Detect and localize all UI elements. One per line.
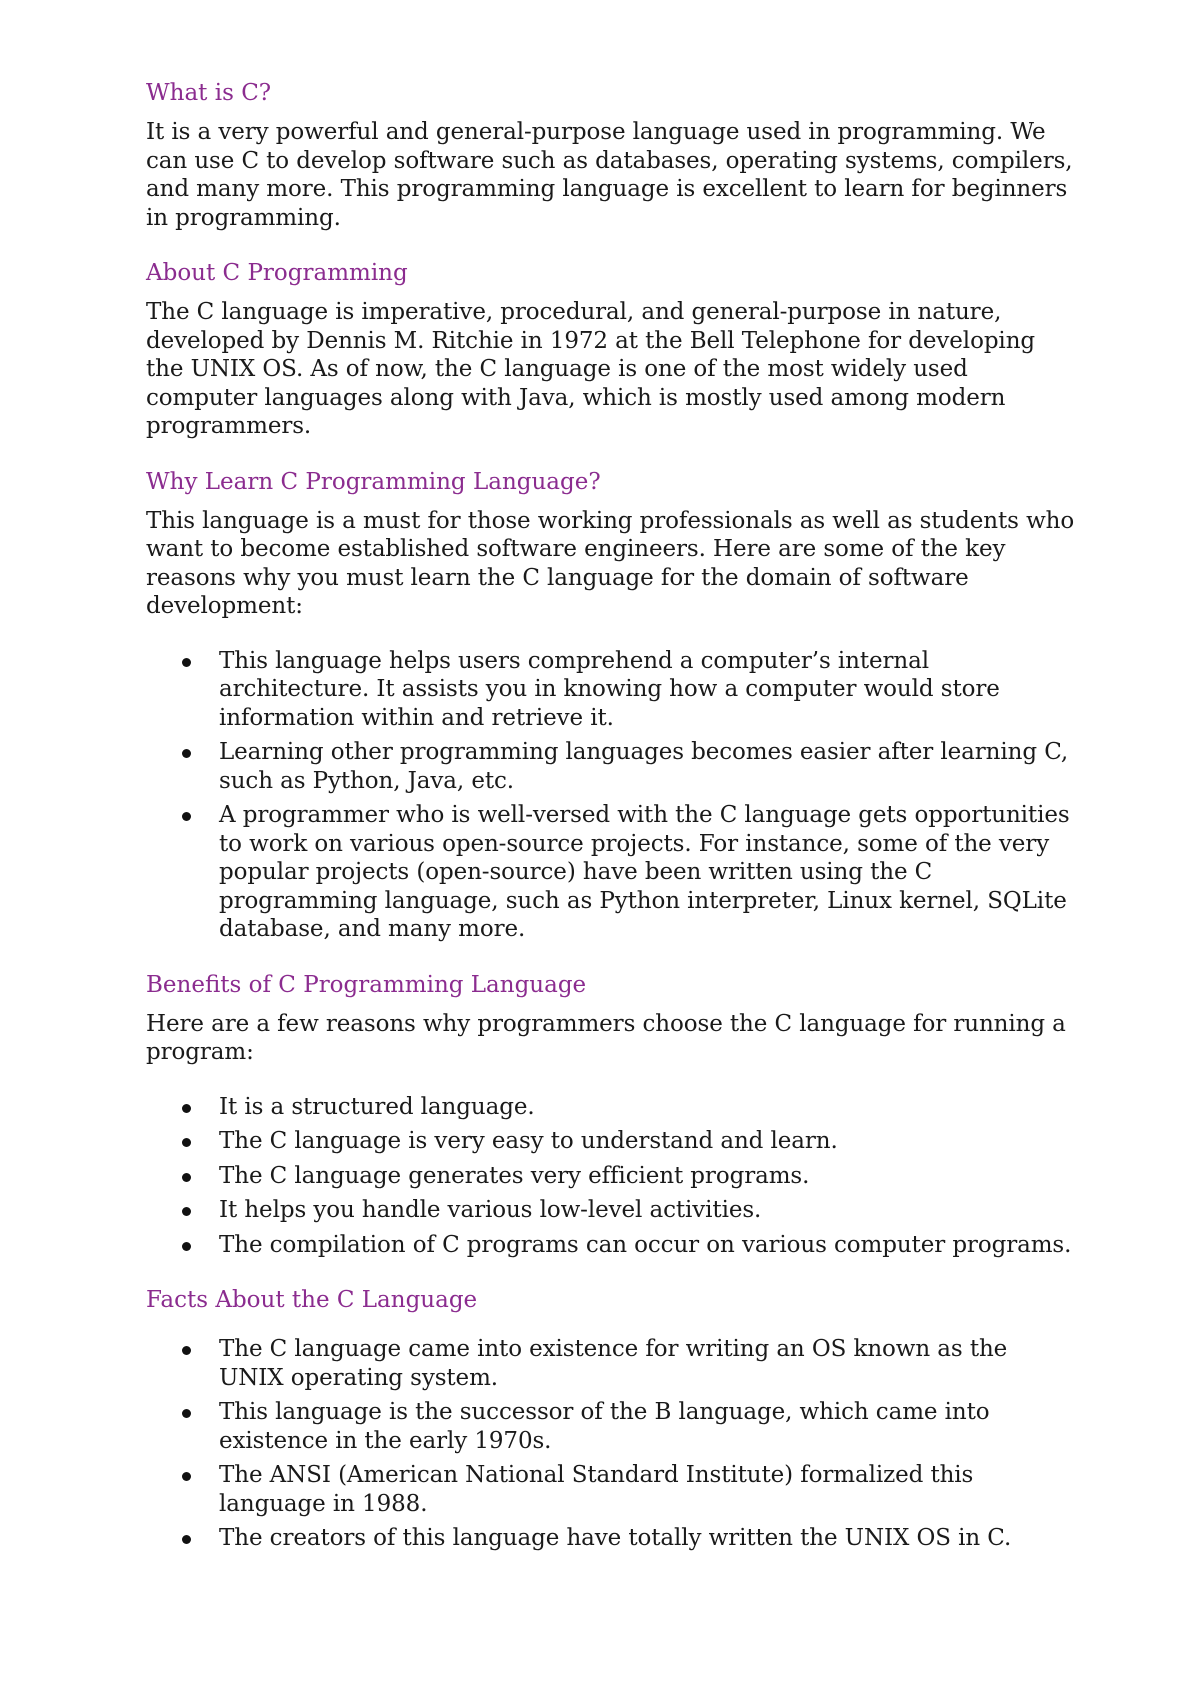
list-item-text: The compilation of C programs can occur on various computer programs. [219,1231,1072,1258]
section-what-is-c [146,78,1076,232]
list-item [146,738,1076,795]
list-item [146,801,1076,944]
bullet-icon [182,1535,191,1544]
section-why-learn-c [146,467,1076,944]
section-about-c-programming [146,258,1076,441]
list-item-text: It helps you handle various low-level activities. [219,1197,762,1223]
facts-list [146,1335,1076,1553]
list-item [146,1093,1076,1122]
list-item-text: The C language generates very efficient programs. [219,1162,810,1189]
list-item [146,1231,1076,1260]
section-heading: What is C? [146,80,272,106]
bullet-icon [182,1138,191,1147]
list-item-text: It is a structured language. [219,1093,535,1120]
section-paragraph: This language is a must for those working professionals as well as students who want to become established software engineers. Here are some of the key reasons why you must learn the C language for the domain of software development: [146,507,1075,619]
section-heading: Benefits of C Programming Language [146,971,587,998]
list-item [146,1196,1076,1225]
list-item [146,1162,1076,1191]
list-item-text: Learning other programming languages becomes easier after learning C, such as Python, Java, etc. [219,739,1069,794]
bullet-icon [182,812,191,821]
list-item-text: The C language is very easy to understand and learn. [219,1128,838,1154]
bullet-icon [182,1472,191,1481]
reasons-list [146,647,1076,944]
section-paragraph: Here are a few reasons why programmers choose the C language for running a program: [146,1010,1066,1065]
list-item [146,1335,1076,1392]
list-item-text: The creators of this language have totally written the UNIX OS in C. [219,1525,1012,1551]
list-item [146,1398,1076,1455]
bullet-icon [182,749,191,758]
list-item-text: A programmer who is well-versed with the C language gets opportunities to work on various open-source projects. For instance, some of the very popular projects (open-source) have been written using the C programming language, such as Python interpreter, Linux kernel, SQLite database, and many more. [219,802,1070,942]
list-item-text: The C language came into existence for writing an OS known as the UNIX operating system. [219,1336,1008,1391]
bullet-icon [182,1207,191,1216]
section-facts-about-c [146,1285,1076,1553]
bullet-icon [182,658,191,667]
section-heading: About C Programming [146,260,408,286]
list-item [146,1524,1076,1553]
section-paragraph: It is a very powerful and general-purpose language used in programming. We can use C to develop software such as databases, operating systems, compilers, and many more. This programming language is excellent to learn for beginners in programming. [146,119,1073,231]
bullet-icon [182,1104,191,1113]
list-item-text: This language helps users comprehend a computer’s internal architecture. It assists you in knowing how a computer would store information within and retrieve it. [219,647,1000,731]
bullet-icon [182,1173,191,1182]
section-heading: Why Learn C Programming Language? [146,468,601,495]
section-paragraph: The C language is imperative, procedural, and general-purpose in nature, developed by Dennis M. Ritchie in 1972 at the Bell Telephone for developing the UNIX OS. As of now, the C language is one of the most widely used computer languages along with Java, which is mostly used among modern programmers. [146,299,1036,439]
list-item [146,1127,1076,1156]
bullet-icon [182,1346,191,1355]
list-item-text: This language is the successor of the B language, which came into existence in the early 1970s. [219,1399,990,1454]
bullet-icon [182,1242,191,1251]
list-item [146,647,1076,733]
bullet-icon [182,1409,191,1418]
section-benefits-of-c [146,970,1076,1260]
benefits-list [146,1093,1076,1260]
list-item [146,1461,1076,1518]
section-heading: Facts About the C Language [146,1287,478,1313]
document-page [146,78,1076,1579]
list-item-text: The ANSI (American National Standard Institute) formalized this language in 1988. [219,1462,974,1517]
